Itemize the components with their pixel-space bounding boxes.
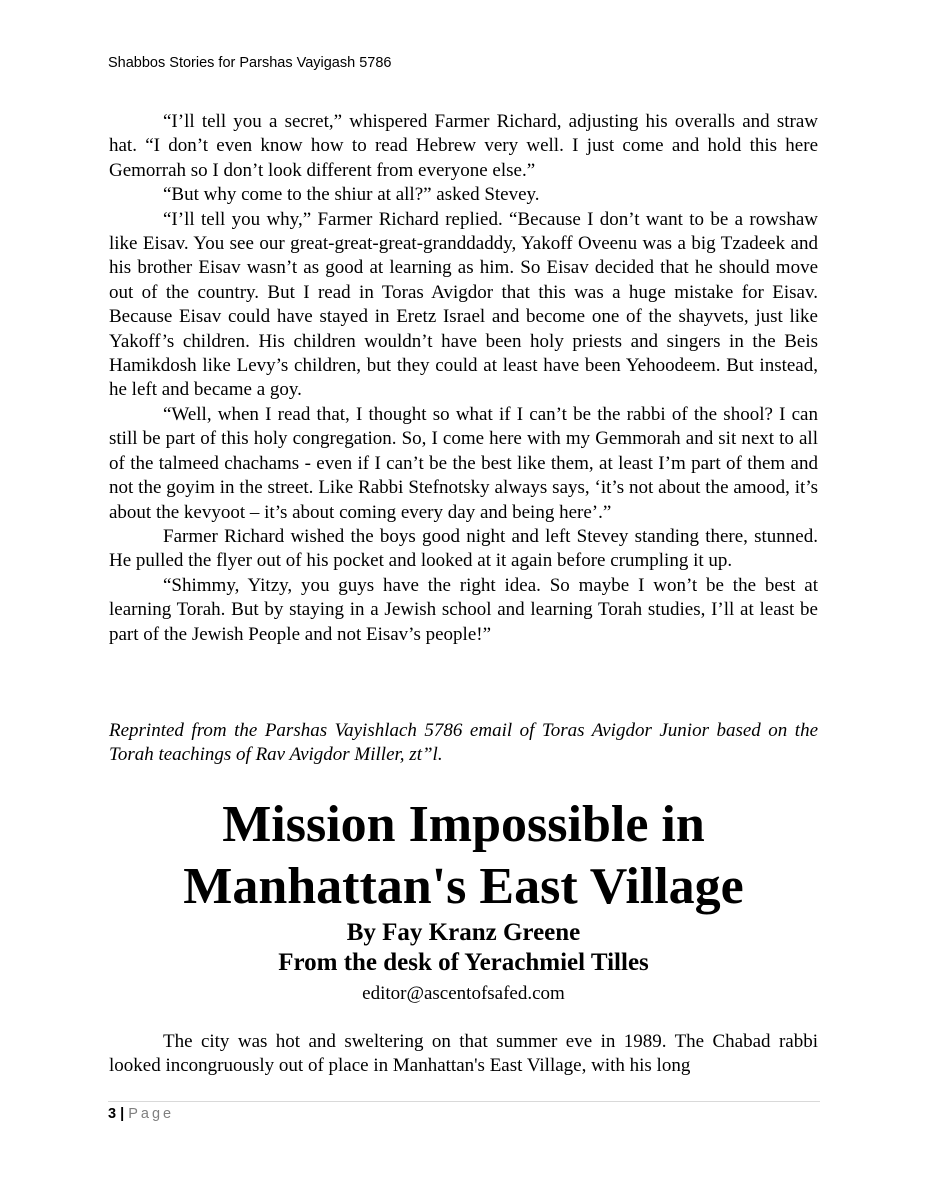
- footer-divider: [108, 1101, 820, 1102]
- story-title-line-2: Manhattan's East Village: [183, 858, 744, 915]
- paragraph: Farmer Richard wished the boys good night and left Stevey standing there, stunned. He pulled the flyer out of his pocket and looked at it again before crumpling it up.: [109, 525, 818, 572]
- paragraph: “Shimmy, Yitzy, you guys have the right idea. So maybe I won’t be the best at learning Torah. But by staying in a Jewish school and learning Torah studies, I’ll at least be part of the Jewish People and not Eisav’s people!”: [109, 574, 818, 645]
- paragraph: The city was hot and sweltering on that summer eve in 1989. The Chabad rabbi looked incongruously out of place in Manhattan's East Village, with his long: [109, 1031, 818, 1077]
- paragraph: “Well, when I read that, I thought so what if I can’t be the rabbi of the shool? I can still be part of this holy congregation. So, I come here with my Gemmorah and sit next to all of the talmeed chachams - even if I can’t be the best like them, at least I’m part of them and not the goyim in the street. Like Rabbi Stefnotsky always says, ‘it’s not about the amood, it’s about the kevyoot – it’s about coming every day and being here’.”: [109, 403, 818, 523]
- paragraph: “But why come to the shiur at all?” asked Stevey.: [163, 184, 540, 206]
- next-story-body: [109, 1030, 818, 1079]
- source-byline: From the desk of Yerachmiel Tilles: [278, 949, 649, 976]
- page-header: Shabbos Stories for Parshas Vayigash 5786: [108, 55, 392, 71]
- paragraph: “I’ll tell you why,” Farmer Richard replied. “Because I don’t want to be a rowshaw like Eisav. You see our great-great-great-granddaddy, Yakoff Oveenu was a big Tzadeek and his brother Eisav wasn’t as good at learning as him. So Eisav decided that he should move out of the country. But I read in Toras Avigdor that this was a huge mistake for Eisav. Because Eisav could have stayed in Eretz Israel and become one of the shayvets, just like Yakoff’s children. His children wouldn’t have been holy priests and singers in the Beis Hamikdosh like Levy’s children, but they could at least have been Yehoodeem. But instead, he left and became a goy.: [109, 208, 818, 401]
- story-title-line-1: Mission Impossible in: [222, 796, 705, 853]
- footer-separator: |: [120, 1106, 125, 1122]
- author-byline: By Fay Kranz Greene: [346, 919, 581, 946]
- story-body: [109, 110, 818, 647]
- reprint-credit: Reprinted from the Parshas Vayishlach 5786 email of Toras Avigdor Junior based on the Torah teachings of Rav Avigdor Miller, zt”l.: [109, 720, 818, 766]
- page-number: 3: [108, 1106, 117, 1122]
- editor-email: editor@ascentofsafed.com: [362, 983, 565, 1004]
- page-footer: [108, 1106, 174, 1122]
- paragraph: “I’ll tell you a secret,” whispered Farmer Richard, adjusting his overalls and straw hat. “I don’t even know how to read Hebrew very well. I just come and hold this here Gemorrah so I don’t look different from everyone else.”: [109, 111, 818, 181]
- page-label: Page: [128, 1106, 175, 1122]
